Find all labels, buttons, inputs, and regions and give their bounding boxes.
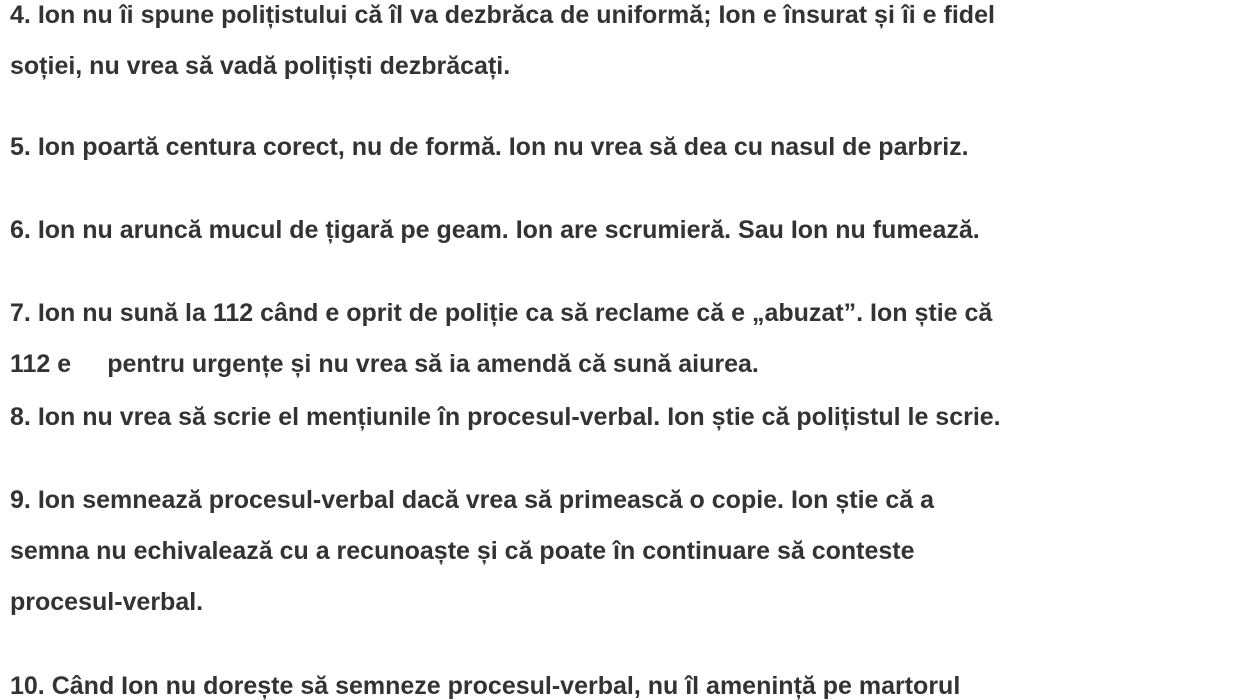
item-8-text-1: Ion nu vrea să scrie el mențiunile în procesul-verbal. Ion știe că polițistul le scrie. <box>37 403 1001 431</box>
item-6-line-1 <box>10 205 980 256</box>
item-9-paragraph <box>10 475 934 628</box>
item-9-number: 9. <box>10 486 31 514</box>
item-5-number: 5. <box>10 133 31 161</box>
item-10-number: 10. <box>10 672 45 700</box>
item-9-line-1 <box>10 475 934 526</box>
item-8-number: 8. <box>10 403 31 431</box>
item-4-line-2 <box>10 41 995 92</box>
item-9-text-1: Ion semnează procesul-verbal dacă vrea să primească o copie. Ion știe că a <box>37 486 935 514</box>
item-5-text-1: Ion poartă centura corect, nu de formă. Ion nu vrea să dea cu nasul de parbriz. <box>37 133 969 161</box>
item-9-line-2 <box>10 526 934 577</box>
item-6-number: 6. <box>10 216 31 244</box>
item-8-line-1 <box>10 392 1001 443</box>
item-5-line-1 <box>10 122 969 173</box>
item-9-text-3: procesul-verbal. <box>10 588 204 616</box>
item-7-text-1: Ion nu sună la 112 când e oprit de poliție ca să reclame că e „abuzat”. Ion știe că <box>37 299 993 327</box>
item-6-text-1: Ion nu aruncă mucul de țigară pe geam. Ion are scrumieră. Sau Ion nu fumează. <box>37 216 980 244</box>
item-7-line-2 <box>10 339 992 390</box>
item-7-text-2: 112 e <box>10 350 72 378</box>
item-6-paragraph <box>10 205 980 256</box>
item-5-paragraph <box>10 122 969 173</box>
item-4-text-2: soției, nu vrea să vadă polițiști dezbrăcați. <box>10 52 511 80</box>
item-4-number: 4. <box>10 1 31 29</box>
item-9-text-2: semna nu echivalează cu a recunoaște și că poate în continuare să conteste <box>10 537 915 565</box>
item-7-paragraph <box>10 288 992 390</box>
item-7-line-1 <box>10 288 992 339</box>
item-9-line-3 <box>10 577 934 628</box>
item-4-line-1 <box>10 0 995 41</box>
item-7-number: 7. <box>10 299 31 327</box>
item-10-line-1 <box>10 661 960 700</box>
item-10-paragraph <box>10 661 960 700</box>
item-10-text-1: Când Ion nu dorește să semneze procesul-verbal, nu îl amenință pe martorul <box>51 672 961 700</box>
item-4-paragraph <box>10 0 995 92</box>
item-8-paragraph <box>10 392 1001 443</box>
item-4-text-1: Ion nu îi spune polițistului că îl va dezbrăca de uniformă; Ion e însurat și îi e fidel <box>37 1 995 29</box>
item-7-text-3: pentru urgențe și nu vrea să ia amendă că sună aiurea. <box>107 350 759 378</box>
